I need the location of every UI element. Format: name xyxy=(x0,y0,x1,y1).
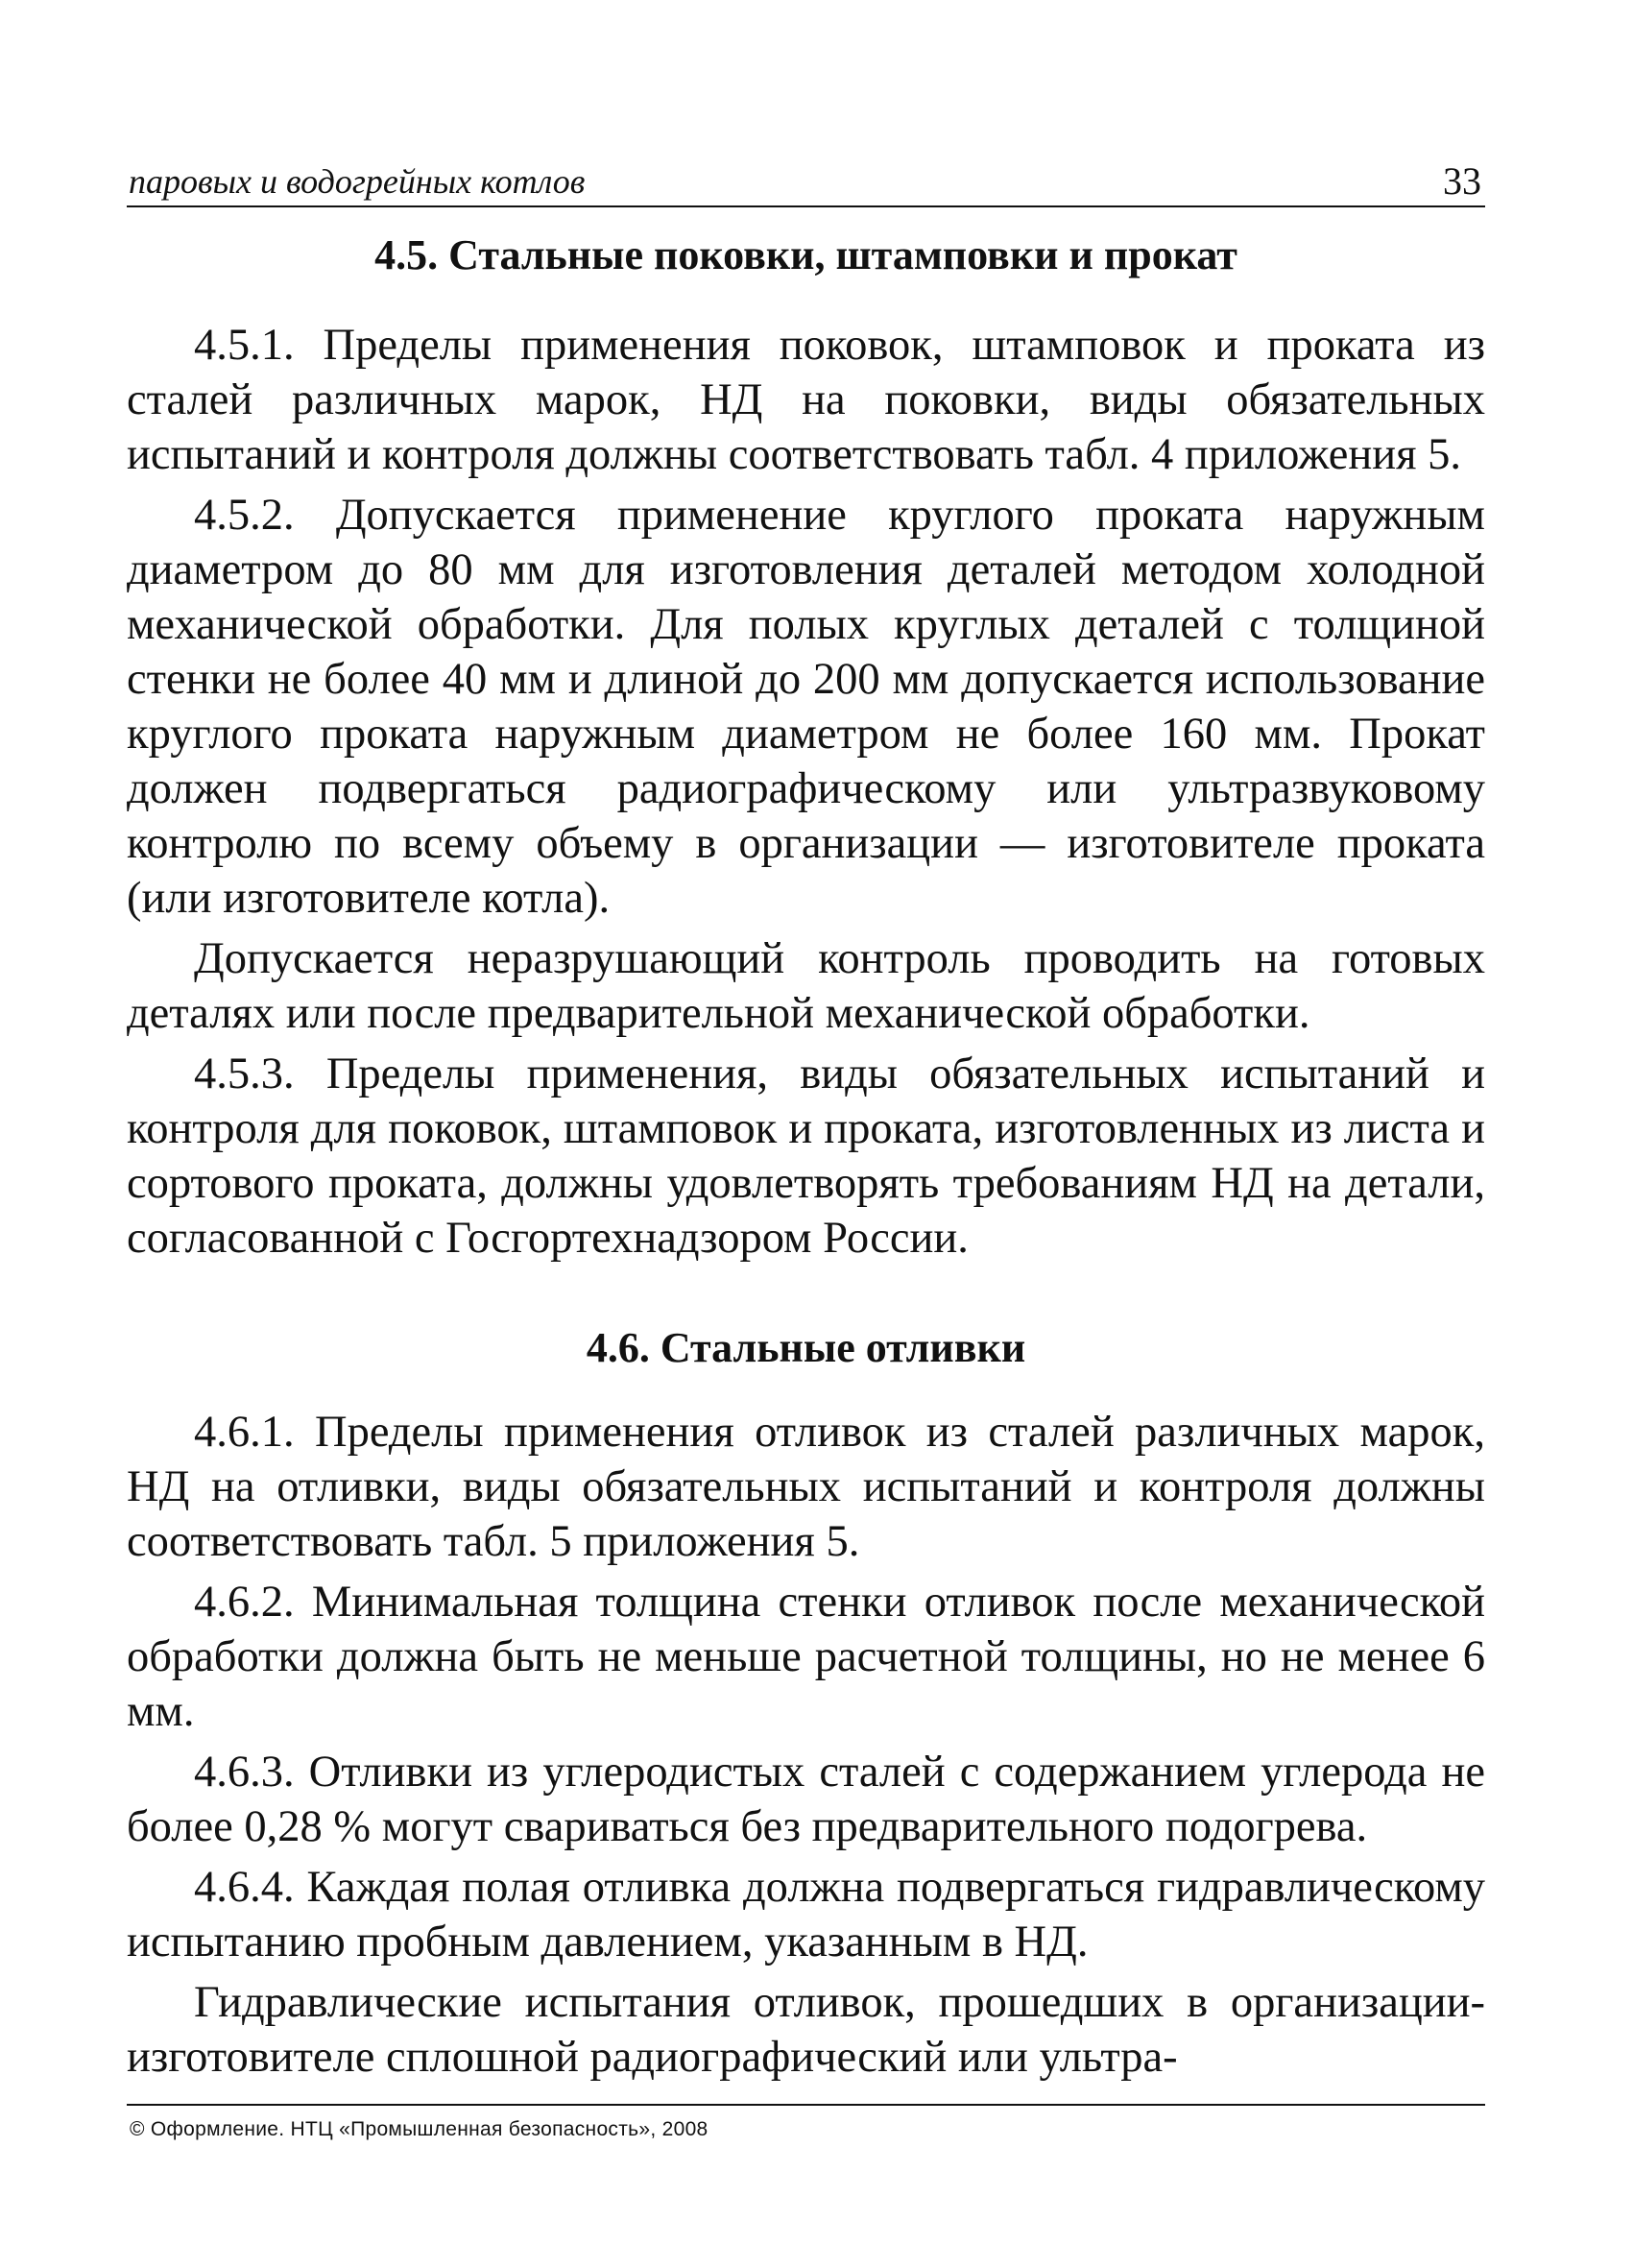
page-content xyxy=(127,154,1485,2090)
paragraph-4-6-1: 4.6.1. Пределы применения отливок из сталей различных марок, НД на отливки, виды обязательных испытаний и контроля должны соответствовать табл. 5 приложения 5. xyxy=(127,1408,1485,1566)
paragraph-4-6-4: 4.6.4. Каждая полая отливка должна подвергаться гидравлическому испытанию пробным давлением, указанным в НД. xyxy=(127,1863,1485,1966)
running-title: паровых и водогрейных котлов xyxy=(129,162,586,201)
paragraph-4-6-2: 4.6.2. Минимальная толщина стенки отливок после механической обработки должна быть не меньше расчетной толщины, но не менее 6 мм. xyxy=(127,1578,1485,1736)
section-heading-4-6: 4.6. Стальные отливки xyxy=(586,1324,1026,1371)
paragraph-4-5-3: 4.5.3. Пределы применения, виды обязательных испытаний и контроля для поковок, штамповок и проката, изготовленных из листа и сортового проката, должны удовлетворять требованиям НД на детали, согласованной с Госгортехнадзором России. xyxy=(127,1050,1485,1263)
paragraph-4-6-4-note: Гидравлические испытания отливок, прошедших в организации-изготовителе сплошной радиографический или ультра- xyxy=(127,1978,1485,2082)
section-heading-4-5: 4.5. Стальные поковки, штамповки и прокат xyxy=(374,231,1237,278)
paragraph-4-5-2-note: Допускается неразрушающий контроль проводить на готовых деталях или после предварительной механической обработки. xyxy=(127,934,1485,1038)
running-header xyxy=(127,154,1485,207)
footer-copyright: © Оформление. НТЦ «Промышленная безопасность», 2008 xyxy=(130,2118,708,2140)
paragraph-4-5-1: 4.5.1. Пределы применения поковок, штамповок и проката из сталей различных марок, НД на поковки, виды обязательных испытаний и контроля должны соответствовать табл. 4 приложения 5. xyxy=(127,321,1485,479)
page-number: 33 xyxy=(1443,159,1481,203)
footer-divider xyxy=(127,2104,1485,2106)
paragraph-4-6-3: 4.6.3. Отливки из углеродистых сталей с содержанием углерода не более 0,28 % могут свариваться без предварительного подогрева. xyxy=(127,1748,1485,1851)
paragraph-4-5-2: 4.5.2. Допускается применение круглого проката наружным диаметром до 80 мм для изготовления деталей методом холодной механической обработки. Для полых круглых деталей с толщиной стенки не более 40 мм и длиной до 200 мм допускается использование круглого проката наружным диаметром не более 160 мм. Прокат должен подвергаться радиографическому или ультразвуковому контролю по всему объему в организации — изготовителе проката (или изготовителе котла). xyxy=(127,491,1485,923)
